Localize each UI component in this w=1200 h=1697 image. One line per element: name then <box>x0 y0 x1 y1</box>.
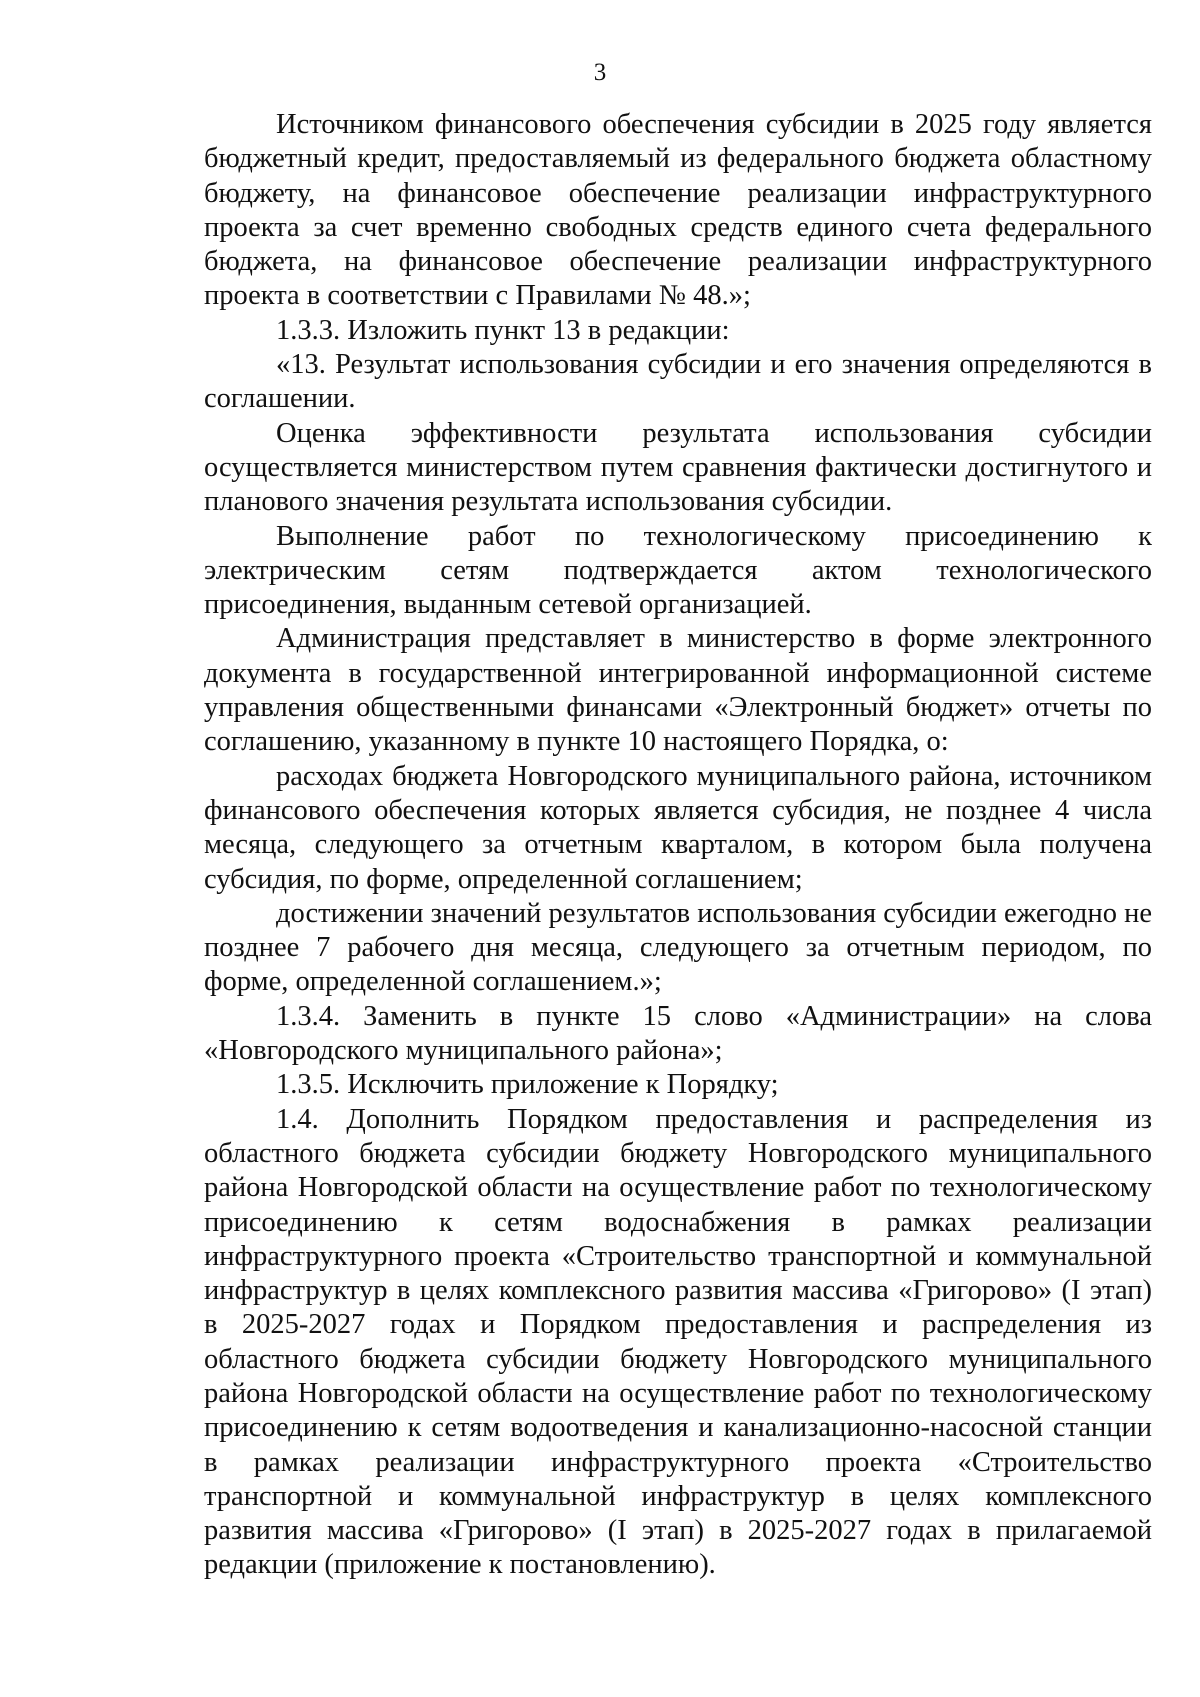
paragraph-administration-reports: Администрация представляет в министерство в форме электронного документа в государственной интегрированной информационной системе управления общественными финансами «Электронный бюджет» отчеты по соглашению, указанному в пункте 10 настоящего Порядка, о: <box>204 623 1152 758</box>
document-body <box>204 108 1152 1583</box>
paragraph-item-13: «13. Результат использования субсидии и его значения определяются в соглашении. <box>204 349 1152 415</box>
paragraph-results-achievement: достижении значений результатов использования субсидии ежегодно не позднее 7 рабочего дня месяца, следующего за отчетным периодом, по форме, определенной соглашением.»; <box>204 897 1152 998</box>
paragraph-1-3-5: 1.3.5. Исключить приложение к Порядку; <box>276 1069 779 1101</box>
paragraph-funding-source: Источником финансового обеспечения субсидии в 2025 году является бюджетный кредит, предоставляемый из федерального бюджета областному бюджету, на финансовое обеспечение реализации инфраструктурного проекта за счет временно свободных средств единого счета федерального бюджета, на финансовое обеспечение реализации инфраструктурного проекта в соответствии с Правилами № 48.»; <box>204 109 1152 312</box>
paragraph-budget-expenses: расходах бюджета Новгородского муниципального района, источником финансового обеспечения которых является субсидия, не позднее 4 числа месяца, следующего за отчетным кварталом, в котором была получена субсидия, по форме, определенной соглашением; <box>204 760 1152 895</box>
paragraph-1-3-3: 1.3.3. Изложить пункт 13 в редакции: <box>276 314 730 346</box>
paragraph-works-confirmation: Выполнение работ по технологическому присоединению к электрическим сетям подтверждается актом технологического присоединения, выданным сетевой организацией. <box>204 520 1152 621</box>
paragraph-1-4: 1.4. Дополнить Порядком предоставления и распределения из областного бюджета субсидии бюджету Новгородского муниципального района Новгородской области на осуществление работ по технологическому присоединению к сетям водоснабжения в рамках реализации инфраструктурного проекта «Строительство транспортной и коммунальной инфраструктур в целях комплексного развития массива «Григорово» (I этап) в 2025-2027 годах и Порядком предоставления и распределения из областного бюджета субсидии бюджету Новгородского муниципального района Новгородской области на осуществление работ по технологическому присоединению к сетям водоотведения и канализационно-насосной станции в рамках реализации инфраструктурного проекта «Строительство транспортной и коммунальной инфраструктур в целях комплексного развития массива «Григорово» (I этап) в 2025-2027 годах в прилагаемой редакции (приложение к постановлению). <box>204 1103 1152 1581</box>
page-number: 3 <box>593 59 607 86</box>
paragraph-1-3-4: 1.3.4. Заменить в пункте 15 слово «Администрации» на слова «Новгородского муниципального района»; <box>204 1000 1152 1067</box>
paragraph-efficiency-evaluation: Оценка эффективности результата использования субсидии осуществляется министерством путем сравнения фактически достигнутого и планового значения результата использования субсидии. <box>204 417 1152 518</box>
